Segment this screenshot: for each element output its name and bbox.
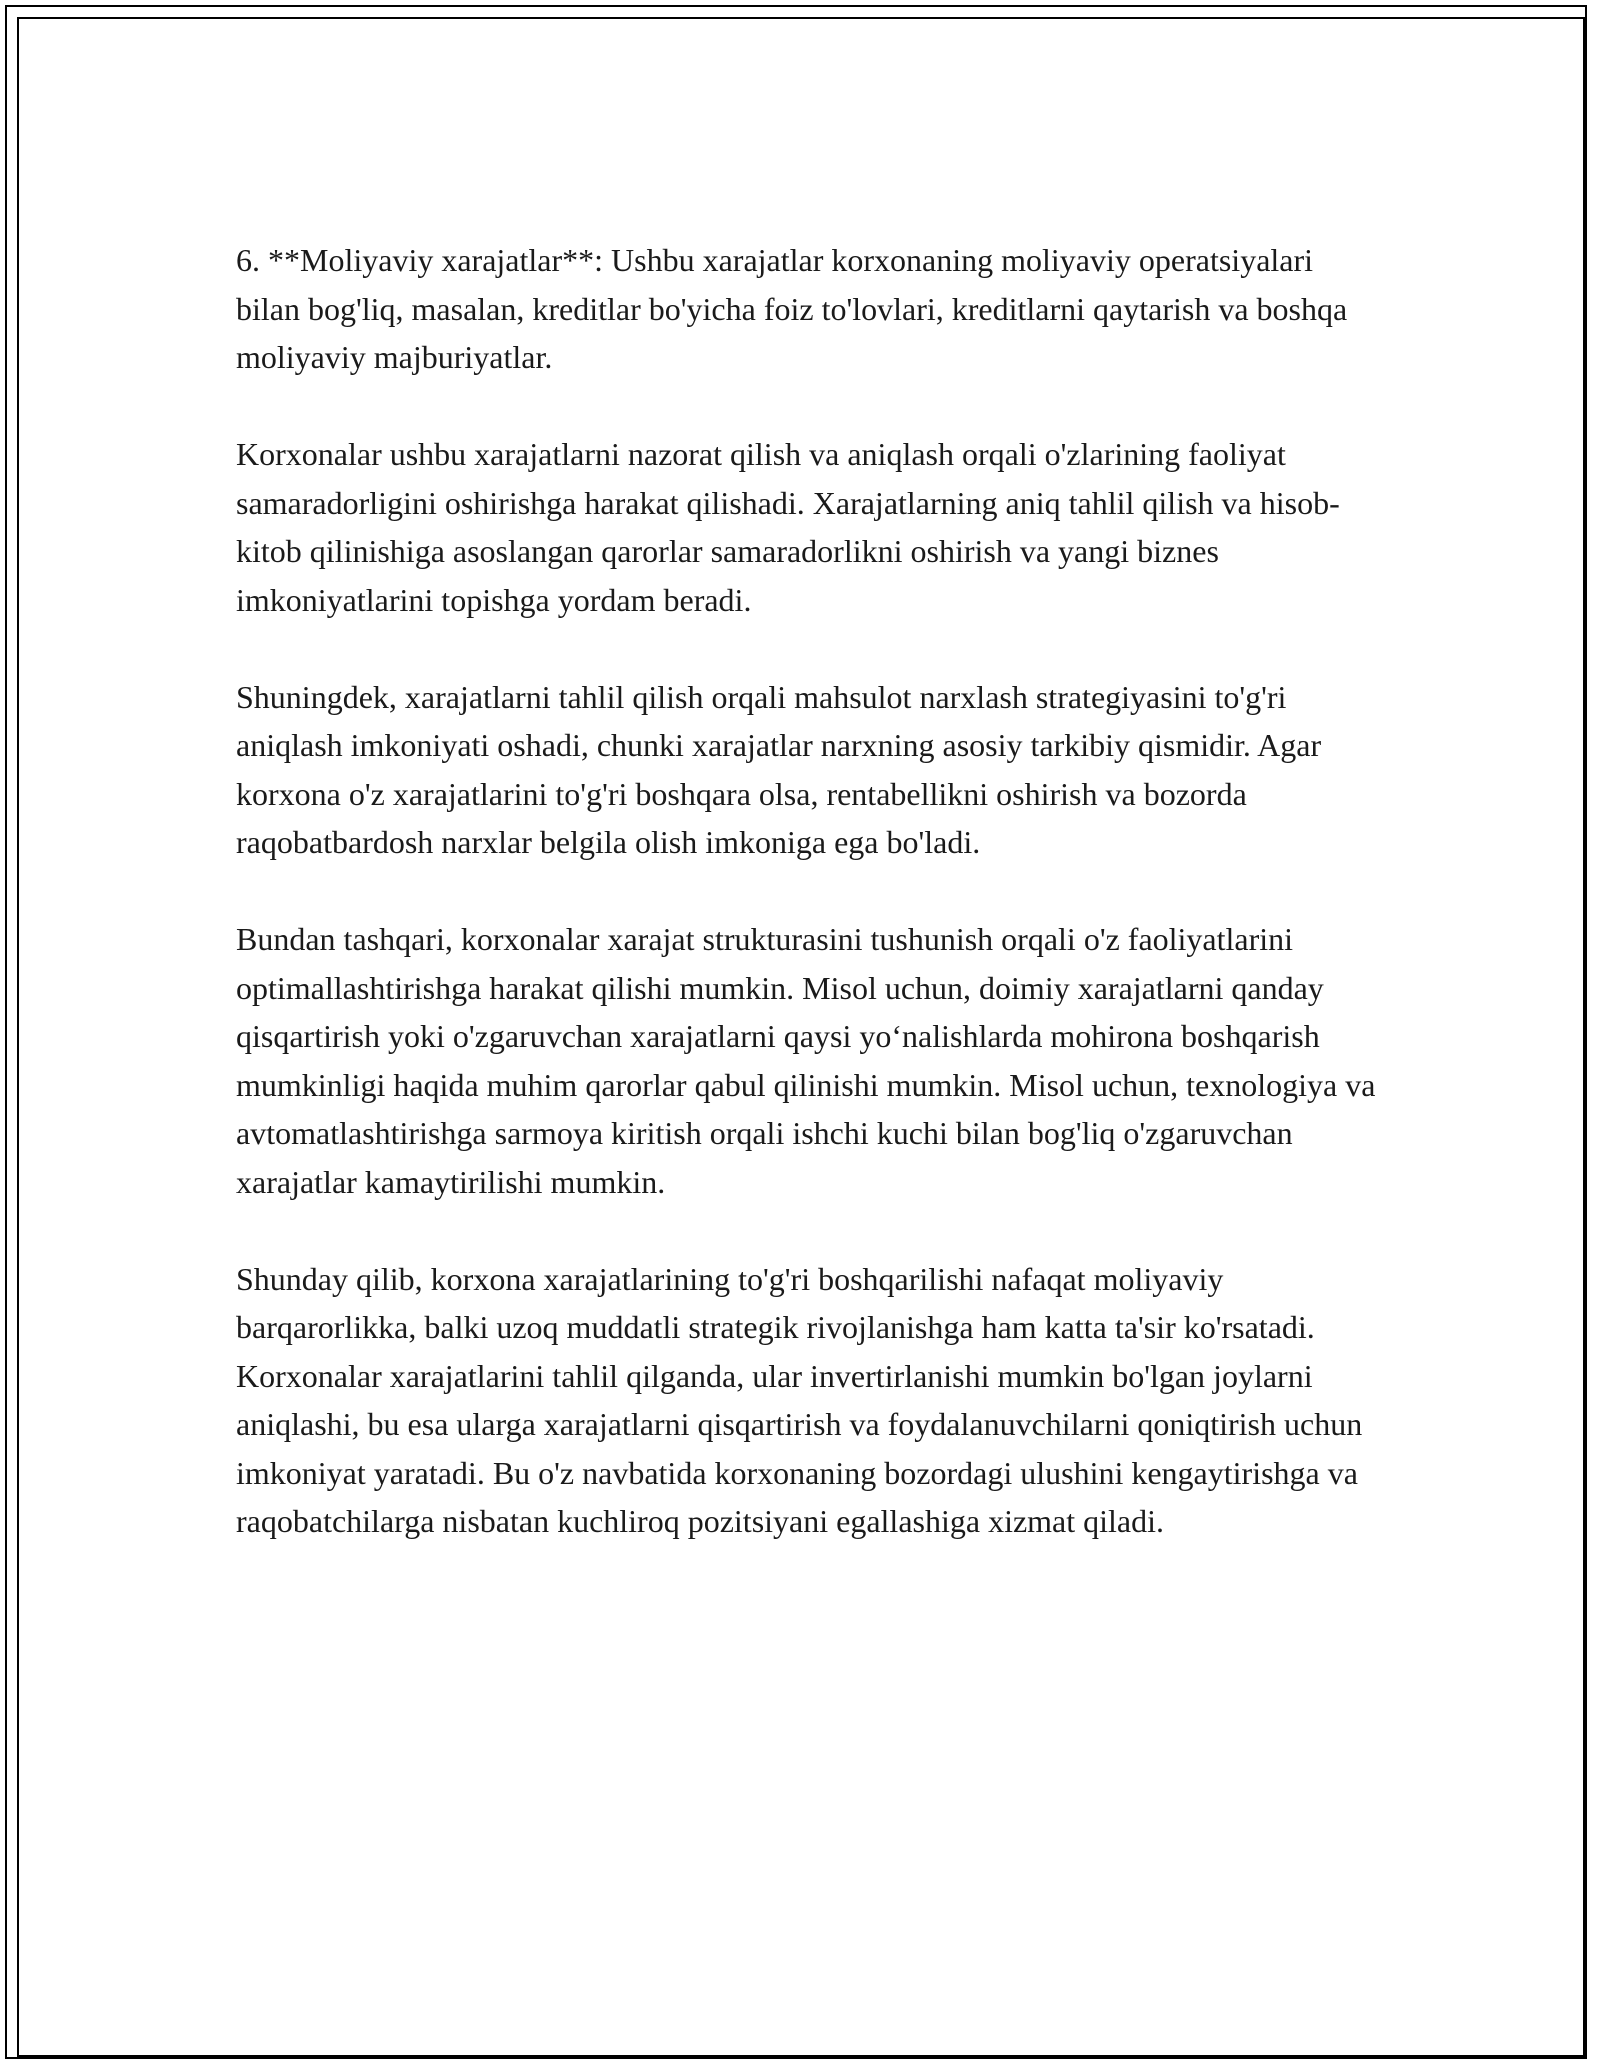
- paragraph-conclusion: Shunday qilib, korxona xarajatlarining to'g'ri boshqarilishi nafaqat moliyaviy barqarorlikka, balki uzoq muddatli strategik rivojlanishga ham katta ta'sir ko'rsatadi. Korxonalar xarajatlarini tahlil qilganda, ular invertirlanishi mumkin bo'lgan joylarni aniqlashi, bu esa ularga xarajatlarni qisqartirish va foydalanuvchilarni qoniqtirish uchun imkoniyat yaratadi. Bu o'z navbatida korxonaning bozordagi ulushini kengaytirishga va raqobatchilarga nisbatan kuchliroq pozitsiyani egallashiga xizmat qiladi.: [236, 1260, 1363, 1539]
- paragraph-financial-costs: 6. **Moliyaviy xarajatlar**: Ushbu xarajatlar korxonaning moliyaviy operatsiyalari bilan bog'liq, masalan, kreditlar bo'yicha foiz to'lovlari, kreditlarni qaytarish va boshqa moliyaviy majburiyatlar.: [236, 242, 1348, 375]
- paragraph-cost-control: Korxonalar ushbu xarajatlarni nazorat qilish va aniqlash orqali o'zlarining faoliyat samaradorligini oshirishga harakat qilishadi. Xarajatlarning aniq tahlil qilish va hisob-kitob qilinishiga asoslangan qarorlar samaradorlikni oshirish va yangi biznes imkoniyatlarini topishga yordam beradi.: [236, 436, 1340, 618]
- paragraph-pricing-strategy: Shuningdek, xarajatlarni tahlil qilish orqali mahsulot narxlash strategiyasini to'g'ri aniqlash imkoniyati oshadi, chunki xarajatlar narxning asosiy tarkibiy qismidir. Agar korxona o'z xarajatlarini to'g'ri boshqara olsa, rentabellikni oshirish va bozorda raqobatbardosh narxlar belgila olish imkoniga ega bo'ladi.: [236, 678, 1322, 860]
- paragraph-cost-structure: Bundan tashqari, korxonalar xarajat strukturasini tushunish orqali o'z faoliyatlarini optimallashtirishga harakat qilishi mumkin. Misol uchun, doimiy xarajatlarni qanday qisqartirish yoki o'zgaruvchan xarajatlarni qaysi yo‘nalishlarda mohirona boshqarish mumkinligi haqida muhim qarorlar qabul qilinishi mumkin. Misol uchun, texnologiya va avtomatlashtirishga sarmoya kiritish orqali ishchi kuchi bilan bog'liq o'zgaruvchan xarajatlar kamaytirilishi mumkin.: [236, 921, 1376, 1200]
- document-body: [236, 236, 1376, 1594]
